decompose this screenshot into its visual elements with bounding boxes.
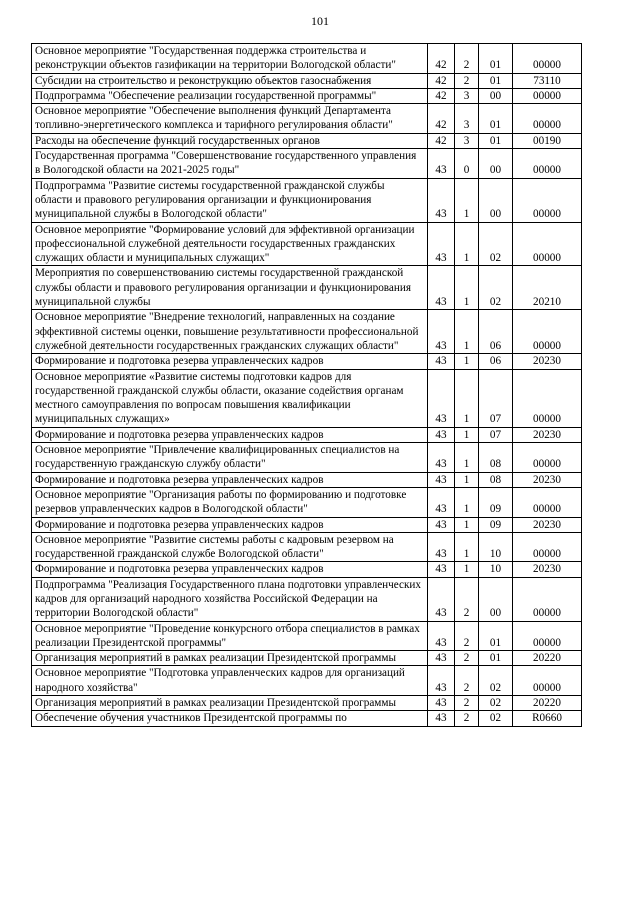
event-code-cell: 02 xyxy=(479,266,513,310)
program-code-cell: 43 xyxy=(428,178,455,222)
subprogram-code-cell: 0 xyxy=(455,149,479,179)
event-code-cell: 01 xyxy=(479,651,513,666)
program-code-cell: 43 xyxy=(428,266,455,310)
expense-code-cell: 00000 xyxy=(513,369,582,427)
row-name-cell: Основное мероприятие "Развитие системы работы с кадровым резервом на государственной гражданской службе Вологодской области" xyxy=(32,532,428,562)
row-name-cell: Организация мероприятий в рамках реализации Президентской программы xyxy=(32,696,428,711)
row-name-cell: Формирование и подготовка резерва управленческих кадров xyxy=(32,562,428,577)
row-name-cell: Мероприятия по совершенствованию системы государственной гражданской службы области и правового регулирования организации и функционирования муниципальной службы xyxy=(32,266,428,310)
table-row xyxy=(32,711,582,726)
table-row xyxy=(32,133,582,148)
row-name-cell: Основное мероприятие "Внедрение технологий, направленных на создание эффективной системы оценки, повышение результативности профессиональной служебной деятельности государственных гражданских служащих области" xyxy=(32,310,428,354)
program-code-cell: 43 xyxy=(428,651,455,666)
event-code-cell: 06 xyxy=(479,310,513,354)
expense-code-cell: 00000 xyxy=(513,577,582,621)
event-code-cell: 02 xyxy=(479,666,513,696)
subprogram-code-cell: 1 xyxy=(455,369,479,427)
subprogram-code-cell: 1 xyxy=(455,532,479,562)
table-row xyxy=(32,562,582,577)
event-code-cell: 01 xyxy=(479,104,513,134)
expense-code-cell: 20230 xyxy=(513,562,582,577)
expense-code-cell: 00000 xyxy=(513,149,582,179)
table-row xyxy=(32,532,582,562)
expense-code-cell: 00000 xyxy=(513,487,582,517)
event-code-cell: 08 xyxy=(479,443,513,473)
expense-code-cell: 20230 xyxy=(513,517,582,532)
event-code-cell: 10 xyxy=(479,562,513,577)
row-name-cell: Подпрограмма "Реализация Государственного плана подготовки управленческих кадров для организаций народного хозяйства Российской Федерации на территории Вологодской области" xyxy=(32,577,428,621)
subprogram-code-cell: 2 xyxy=(455,44,479,74)
subprogram-code-cell: 2 xyxy=(455,73,479,88)
expense-code-cell: 20220 xyxy=(513,696,582,711)
program-code-cell: 43 xyxy=(428,696,455,711)
table-row xyxy=(32,310,582,354)
program-code-cell: 43 xyxy=(428,369,455,427)
expense-code-cell: 00000 xyxy=(513,666,582,696)
subprogram-code-cell: 2 xyxy=(455,711,479,726)
table-row xyxy=(32,149,582,179)
subprogram-code-cell: 1 xyxy=(455,517,479,532)
row-name-cell: Основное мероприятие "Формирование условий для эффективной организации профессиональной служебной деятельности государственных гражданских служащих области и муниципальных служащих" xyxy=(32,222,428,266)
table-row xyxy=(32,354,582,369)
table-row xyxy=(32,651,582,666)
event-code-cell: 02 xyxy=(479,222,513,266)
subprogram-code-cell: 1 xyxy=(455,562,479,577)
event-code-cell: 07 xyxy=(479,369,513,427)
table-row xyxy=(32,621,582,651)
expense-code-cell: 00190 xyxy=(513,133,582,148)
program-code-cell: 43 xyxy=(428,443,455,473)
expense-code-cell: 20230 xyxy=(513,354,582,369)
subprogram-code-cell: 2 xyxy=(455,621,479,651)
program-code-cell: 43 xyxy=(428,621,455,651)
table-row xyxy=(32,73,582,88)
row-name-cell: Формирование и подготовка резерва управленческих кадров xyxy=(32,472,428,487)
program-code-cell: 42 xyxy=(428,44,455,74)
program-code-cell: 43 xyxy=(428,666,455,696)
table-row xyxy=(32,577,582,621)
event-code-cell: 00 xyxy=(479,149,513,179)
program-code-cell: 43 xyxy=(428,577,455,621)
expense-code-cell: 00000 xyxy=(513,104,582,134)
row-name-cell: Основное мероприятие "Обеспечение выполнения функций Департамента топливно-энергетического комплекса и тарифного регулирования области" xyxy=(32,104,428,134)
expense-code-cell: 00000 xyxy=(513,44,582,74)
program-code-cell: 43 xyxy=(428,354,455,369)
row-name-cell: Обеспечение обучения участников Президентской программы по xyxy=(32,711,428,726)
expense-code-cell: R0660 xyxy=(513,711,582,726)
row-name-cell: Формирование и подготовка резерва управленческих кадров xyxy=(32,517,428,532)
expense-code-cell: 00000 xyxy=(513,532,582,562)
subprogram-code-cell: 1 xyxy=(455,266,479,310)
row-name-cell: Государственная программа "Совершенствование государственного управления в Вологодской области на 2021-2025 годы" xyxy=(32,149,428,179)
event-code-cell: 02 xyxy=(479,696,513,711)
program-code-cell: 43 xyxy=(428,222,455,266)
event-code-cell: 02 xyxy=(479,711,513,726)
event-code-cell: 01 xyxy=(479,73,513,88)
program-code-cell: 43 xyxy=(428,149,455,179)
table-row xyxy=(32,88,582,103)
program-code-cell: 43 xyxy=(428,487,455,517)
row-name-cell: Формирование и подготовка резерва управленческих кадров xyxy=(32,427,428,442)
budget-classification-table xyxy=(31,43,582,727)
subprogram-code-cell: 1 xyxy=(455,178,479,222)
event-code-cell: 09 xyxy=(479,487,513,517)
subprogram-code-cell: 2 xyxy=(455,666,479,696)
table-row xyxy=(32,487,582,517)
expense-code-cell: 20210 xyxy=(513,266,582,310)
row-name-cell: Расходы на обеспечение функций государственных органов xyxy=(32,133,428,148)
expense-code-cell: 00000 xyxy=(513,621,582,651)
program-code-cell: 42 xyxy=(428,88,455,103)
subprogram-code-cell: 1 xyxy=(455,222,479,266)
event-code-cell: 01 xyxy=(479,133,513,148)
event-code-cell: 01 xyxy=(479,621,513,651)
table-row xyxy=(32,178,582,222)
event-code-cell: 00 xyxy=(479,178,513,222)
event-code-cell: 08 xyxy=(479,472,513,487)
expense-code-cell: 20230 xyxy=(513,472,582,487)
table-row xyxy=(32,517,582,532)
event-code-cell: 00 xyxy=(479,88,513,103)
program-code-cell: 42 xyxy=(428,133,455,148)
program-code-cell: 42 xyxy=(428,104,455,134)
table-row xyxy=(32,443,582,473)
row-name-cell: Формирование и подготовка резерва управленческих кадров xyxy=(32,354,428,369)
table-row xyxy=(32,472,582,487)
row-name-cell: Организация мероприятий в рамках реализации Президентской программы xyxy=(32,651,428,666)
table-row xyxy=(32,696,582,711)
event-code-cell: 09 xyxy=(479,517,513,532)
subprogram-code-cell: 1 xyxy=(455,427,479,442)
subprogram-code-cell: 1 xyxy=(455,310,479,354)
row-name-cell: Основное мероприятие "Проведение конкурсного отбора специалистов в рамках реализации Президентской программы" xyxy=(32,621,428,651)
program-code-cell: 43 xyxy=(428,532,455,562)
row-name-cell: Субсидии на строительство и реконструкцию объектов газоснабжения xyxy=(32,73,428,88)
table-row xyxy=(32,44,582,74)
table-row xyxy=(32,666,582,696)
subprogram-code-cell: 3 xyxy=(455,104,479,134)
event-code-cell: 07 xyxy=(479,427,513,442)
subprogram-code-cell: 2 xyxy=(455,651,479,666)
subprogram-code-cell: 3 xyxy=(455,88,479,103)
program-code-cell: 43 xyxy=(428,517,455,532)
row-name-cell: Основное мероприятие «Развитие системы подготовки кадров для государственной гражданской службы области, оказание содействия органам местного самоуправления по вопросам повышения квалификации муниципальных служащих» xyxy=(32,369,428,427)
program-code-cell: 43 xyxy=(428,310,455,354)
subprogram-code-cell: 3 xyxy=(455,133,479,148)
page-number: 101 xyxy=(311,14,329,28)
event-code-cell: 00 xyxy=(479,577,513,621)
subprogram-code-cell: 1 xyxy=(455,472,479,487)
expense-code-cell: 00000 xyxy=(513,443,582,473)
expense-code-cell: 00000 xyxy=(513,178,582,222)
row-name-cell: Основное мероприятие "Государственная поддержка строительства и реконструкции объектов газификации на территории Вологодской области" xyxy=(32,44,428,74)
row-name-cell: Подпрограмма "Развитие системы государственной гражданской службы области и правового регулирования организации и функционирования муниципальной службы в Вологодской области" xyxy=(32,178,428,222)
expense-code-cell: 73110 xyxy=(513,73,582,88)
expense-code-cell: 20220 xyxy=(513,651,582,666)
row-name-cell: Основное мероприятие "Привлечение квалифицированных специалистов на государственную гражданскую службу области" xyxy=(32,443,428,473)
expense-code-cell: 00000 xyxy=(513,88,582,103)
row-name-cell: Подпрограмма "Обеспечение реализации государственной программы" xyxy=(32,88,428,103)
subprogram-code-cell: 1 xyxy=(455,354,479,369)
event-code-cell: 10 xyxy=(479,532,513,562)
event-code-cell: 06 xyxy=(479,354,513,369)
table-row xyxy=(32,222,582,266)
event-code-cell: 01 xyxy=(479,44,513,74)
expense-code-cell: 20230 xyxy=(513,427,582,442)
table-row xyxy=(32,427,582,442)
row-name-cell: Основное мероприятие "Подготовка управленческих кадров для организаций народного хозяйства" xyxy=(32,666,428,696)
program-code-cell: 42 xyxy=(428,73,455,88)
subprogram-code-cell: 1 xyxy=(455,487,479,517)
expense-code-cell: 00000 xyxy=(513,222,582,266)
table-row xyxy=(32,266,582,310)
subprogram-code-cell: 2 xyxy=(455,696,479,711)
subprogram-code-cell: 1 xyxy=(455,443,479,473)
row-name-cell: Основное мероприятие "Организация работы по формированию и подготовке резервов управленческих кадров в Вологодской области" xyxy=(32,487,428,517)
table-row xyxy=(32,104,582,134)
program-code-cell: 43 xyxy=(428,711,455,726)
table-row xyxy=(32,369,582,427)
program-code-cell: 43 xyxy=(428,562,455,577)
program-code-cell: 43 xyxy=(428,472,455,487)
expense-code-cell: 00000 xyxy=(513,310,582,354)
program-code-cell: 43 xyxy=(428,427,455,442)
subprogram-code-cell: 2 xyxy=(455,577,479,621)
